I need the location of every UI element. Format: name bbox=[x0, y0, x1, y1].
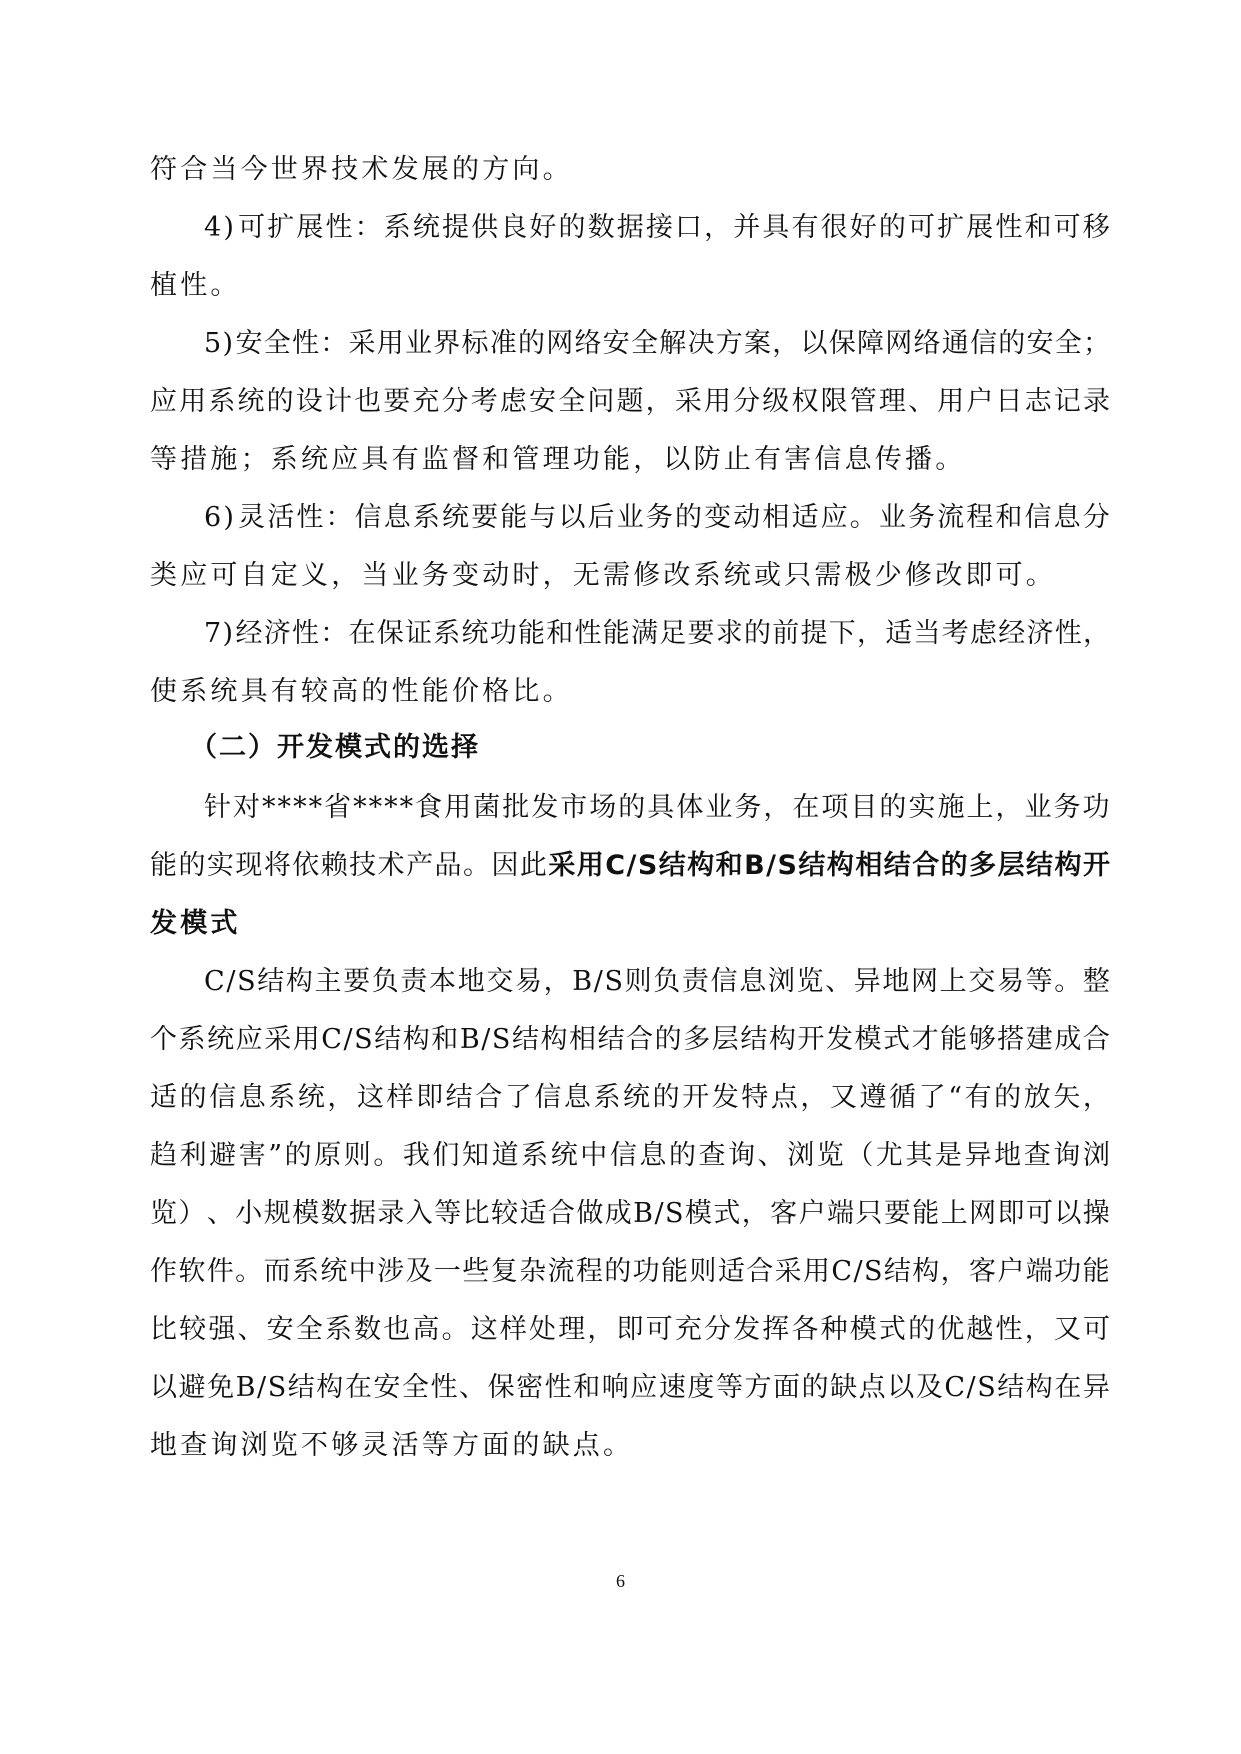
paragraph-3-line: 以 避 免 B / S 结 构 在 安 全 性 、 保 密 性 和 响 应 速 度 等 方 面 的 缺 点 以 及 C / S 结 构 在 异 bbox=[150, 1372, 1110, 1403]
paragraph-1-line bbox=[150, 150, 1110, 190]
text-run: 符合当今世界技术发展的方向。 bbox=[150, 154, 573, 185]
text-run: 等措施；系统应具有监督和管理功能，以防止有害信息传播。 bbox=[150, 444, 966, 475]
section-heading: （二）开发模式的选择 bbox=[190, 732, 480, 763]
paragraph-3-line: 适 的 信 息 系 统 ， 这 样 即 结 合 了 信 息 系 统 的 开 发 特 点 ， 又 遵 循 了 “ 有 的 放 矢 ， bbox=[150, 1082, 1110, 1113]
paragraph-3-line: 比 较 强 、 安 全 系 数 也 高 。 这 样 处 理 ， 即 可 充 分 发 挥 各 种 模 式 的 优 越 性 ， 又 可 bbox=[150, 1314, 1110, 1345]
text-run: 植性。 bbox=[150, 270, 241, 301]
paragraph-3-line: 趋 利 避 害 ” 的 原 则 。 我 们 知 道 系 统 中 信 息 的 查 询 、 浏 览 （ 尤 其 是 异 地 查 询 浏 bbox=[150, 1140, 1110, 1171]
bold-text: 发模式 bbox=[150, 908, 241, 939]
paragraph-1-line bbox=[150, 440, 1110, 480]
paragraph-2-line: 能 的 实 现 将 依 赖 技 术 产 品 。 因 此 采 用 C / S 结 构 和 B / S 结 构 相 结 合 的 多 层 结 构 开 bbox=[150, 850, 1110, 881]
paragraph-3-line bbox=[150, 1426, 1110, 1466]
paragraph-1-line: 5 ) 安 全 性 ： 采 用 业 界 标 准 的 网 络 安 全 解 决 方 案 ， 以 保 障 网 络 通 信 的 安 全 ； bbox=[204, 328, 1110, 359]
paragraph-1-line bbox=[150, 266, 1110, 306]
paragraph-1-line: 应 用 系 统 的 设 计 也 要 充 分 考 虑 安 全 问 题 ， 采 用 分 级 权 限 管 理 、 用 户 日 志 记 录 bbox=[150, 386, 1110, 417]
paragraph-1-line: 7 ) 经 济 性 ： 在 保 证 系 统 功 能 和 性 能 满 足 要 求 的 前 提 下 ， 适 当 考 虑 经 济 性 ， bbox=[204, 618, 1110, 649]
paragraph-2-line: 针 对 * * * * 省 * * * * 食 用 菌 批 发 市 场 的 具 体 业 务 ， 在 项 目 的 实 施 上 ， 业 务 功 bbox=[204, 792, 1110, 823]
paragraph-3-line: C / S 结 构 主 要 负 责 本 地 交 易 ， B / S 则 负 责 信 息 浏 览 、 异 地 网 上 交 易 等 。 整 bbox=[204, 966, 1110, 997]
text-run: 地查询浏览不够灵活等方面的缺点。 bbox=[150, 1430, 634, 1461]
paragraph-1-line: 4 ) 可 扩 展 性 ： 系 统 提 供 良 好 的 数 据 接 口 ， 并 具 有 很 好 的 可 扩 展 性 和 可 移 bbox=[204, 212, 1110, 243]
paragraph-1-line bbox=[150, 556, 1110, 596]
text-run: 类应可自定义，当业务变动时，无需修改系统或只需极少修改即可。 bbox=[150, 560, 1056, 591]
paragraph-3-line: 览 ） 、 小 规 模 数 据 录 入 等 比 较 适 合 做 成 B / S 模 式 ， 客 户 端 只 要 能 上 网 即 可 以 操 bbox=[150, 1198, 1110, 1229]
page-number: 6 bbox=[616, 1571, 625, 1591]
paragraph-3-line: 作 软 件 。 而 系 统 中 涉 及 一 些 复 杂 流 程 的 功 能 则 适 合 采 用 C / S 结 构 ， 客 户 端 功 能 bbox=[150, 1256, 1110, 1287]
paragraph-2-line bbox=[150, 904, 1110, 944]
text-run: 使系统具有较高的性能价格比。 bbox=[150, 676, 573, 707]
paragraph-1-line bbox=[150, 672, 1110, 712]
paragraph-3-line: 个 系 统 应 采 用 C / S 结 构 和 B / S 结 构 相 结 合 的 多 层 结 构 开 发 模 式 才 能 够 搭 建 成 合 bbox=[150, 1024, 1110, 1055]
paragraph-1-line: 6 ) 灵 活 性 ： 信 息 系 统 要 能 与 以 后 业 务 的 变 动 相 适 应 。 业 务 流 程 和 信 息 分 bbox=[204, 502, 1110, 533]
